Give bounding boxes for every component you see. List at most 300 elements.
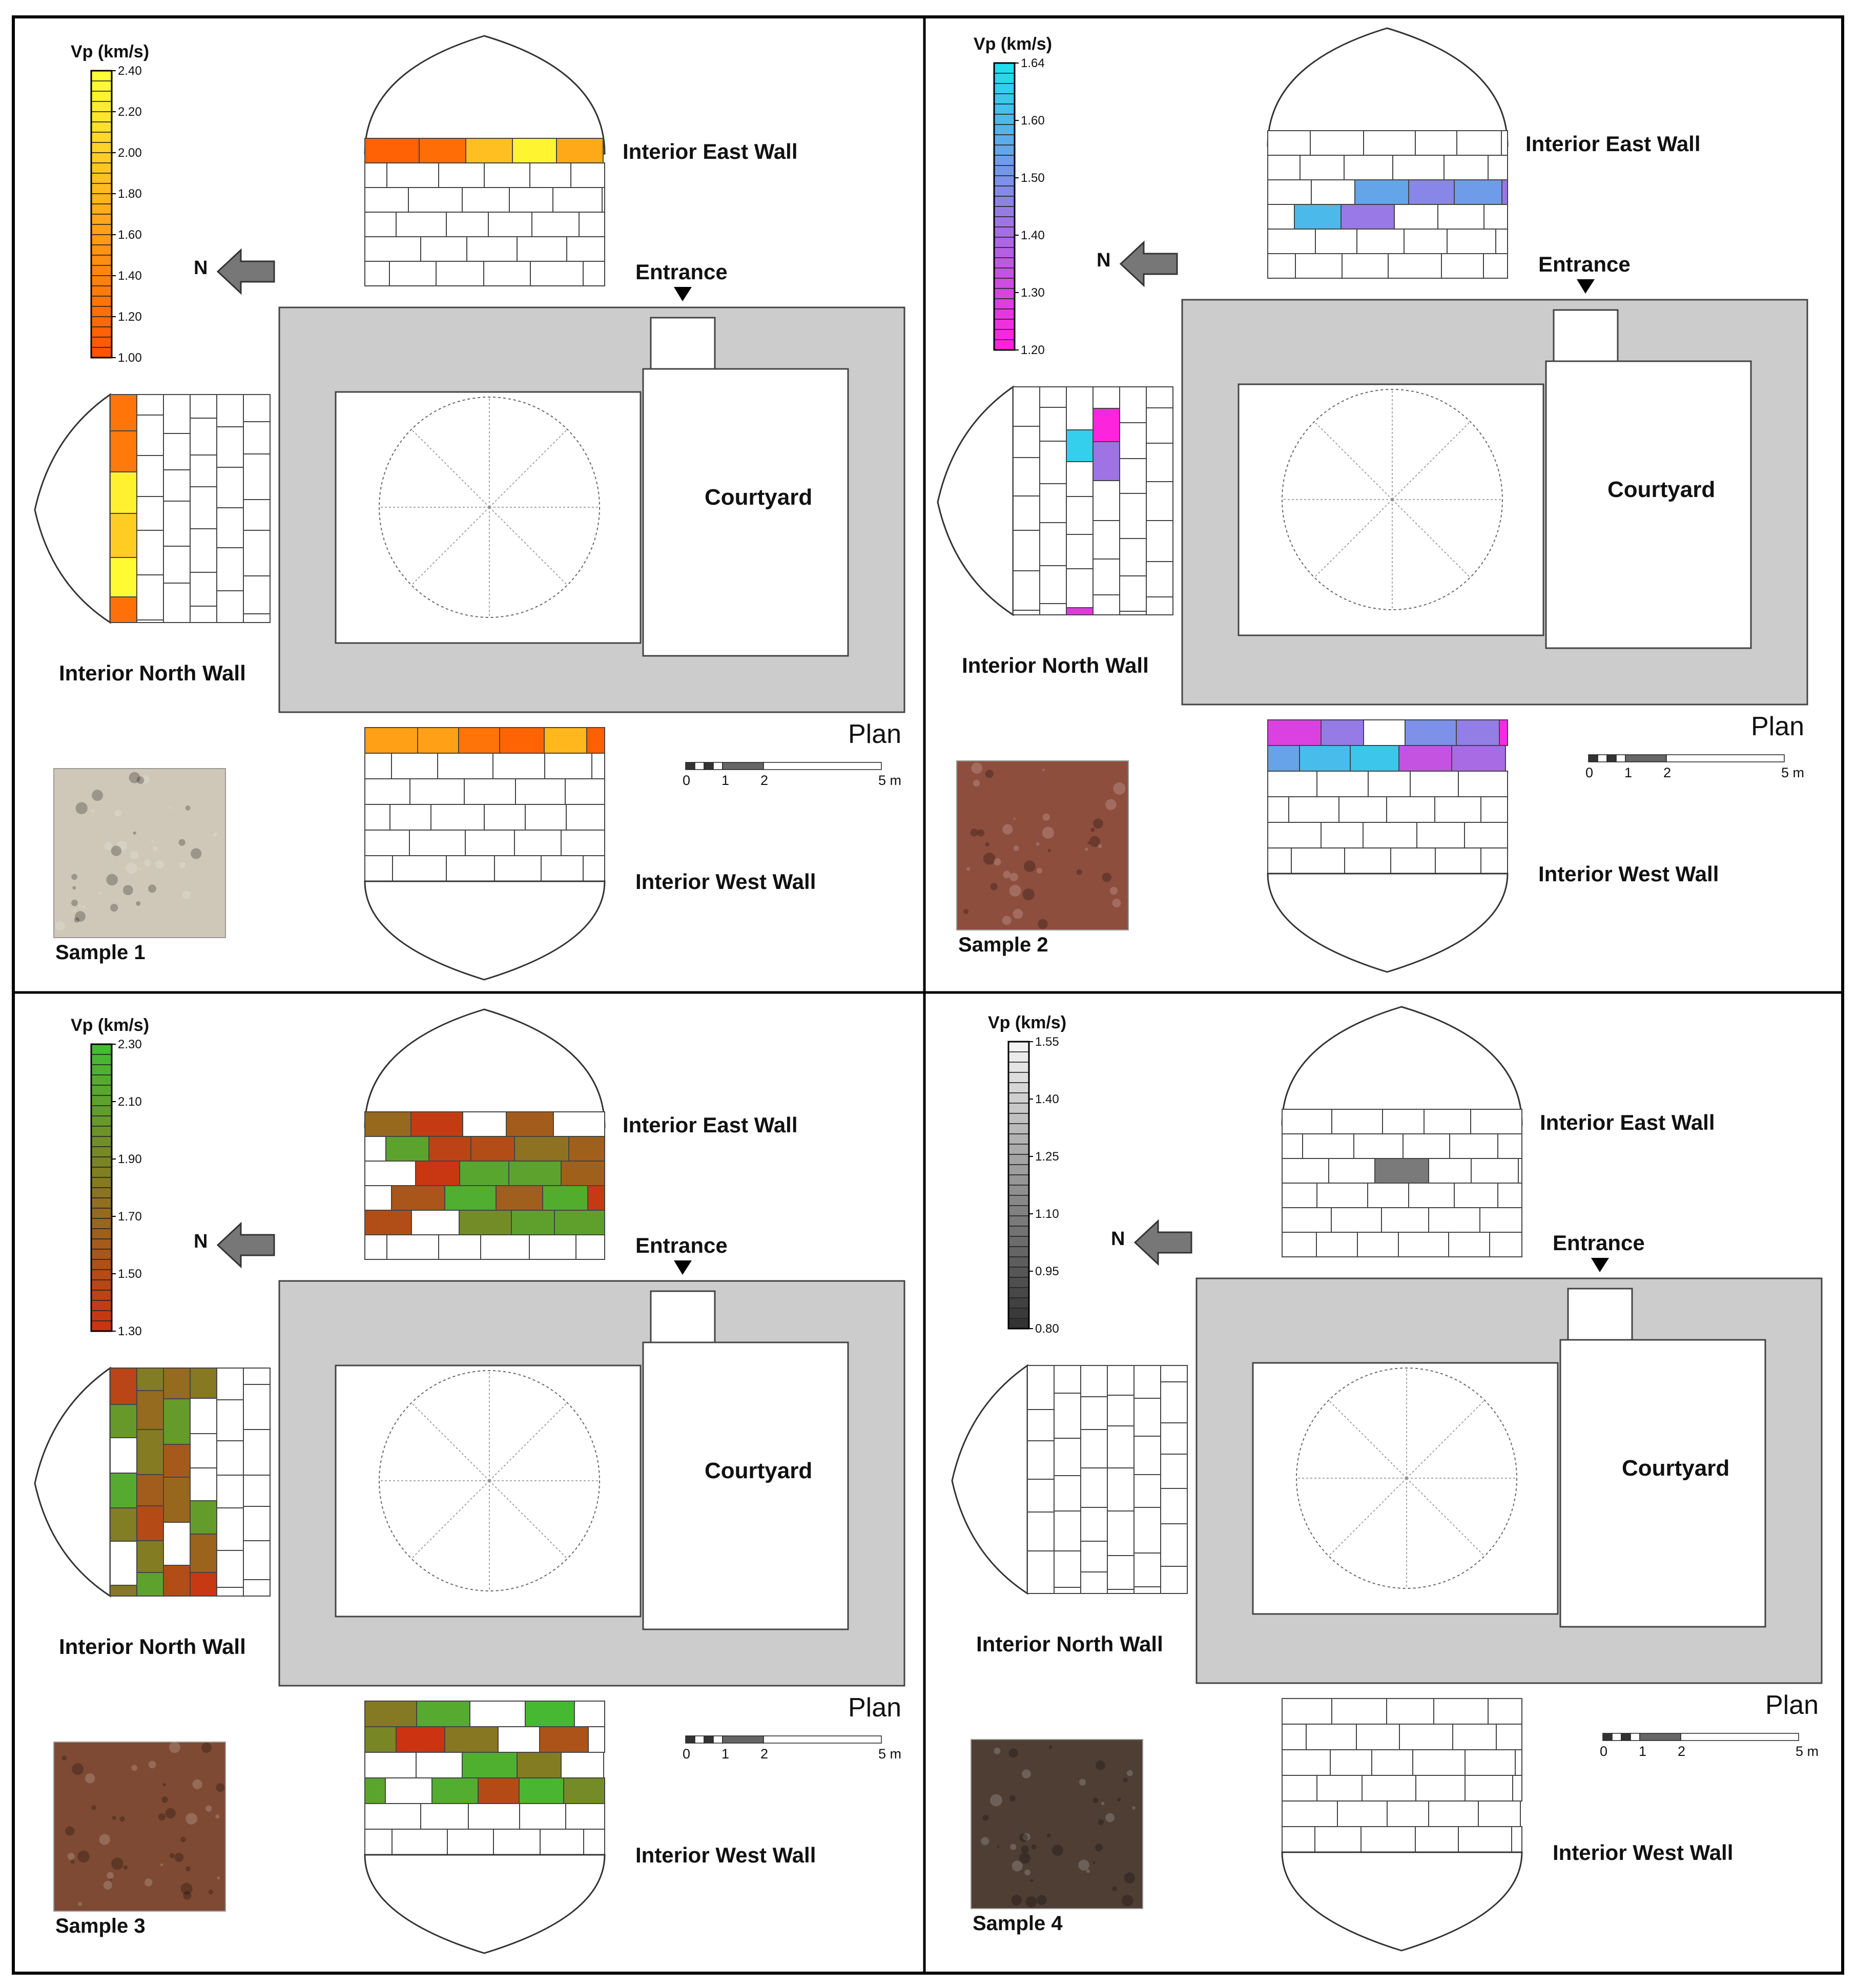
wall-brick (567, 237, 605, 261)
legend-tick-label: 1.00 (118, 351, 142, 365)
texture-grain (1078, 1859, 1089, 1870)
texture-grain (1036, 842, 1040, 846)
legend-tick-label: 1.60 (1021, 114, 1045, 128)
scale-segment (1631, 1733, 1640, 1741)
wall-brick (163, 1477, 190, 1522)
texture-grain (1096, 1761, 1105, 1770)
wall-brick (561, 1161, 605, 1186)
legend-segment (994, 237, 1015, 247)
wall-brick (1449, 1232, 1490, 1257)
wall-brick (1488, 1699, 1522, 1724)
texture-grain (1022, 1769, 1031, 1778)
wall-brick (1481, 848, 1508, 874)
wall-brick (1268, 204, 1294, 229)
texture-grain (205, 1805, 212, 1812)
legend-segment (994, 329, 1015, 340)
texture-grain (1038, 919, 1047, 929)
texture-grain (1047, 1833, 1051, 1837)
wall-brick (137, 1368, 163, 1391)
scale-segment (1612, 1733, 1621, 1741)
wall-brick (519, 1778, 564, 1804)
wall-brick (396, 212, 446, 237)
legend-segment (91, 163, 112, 173)
wall-brick (1268, 848, 1291, 874)
wall-brick (1413, 1750, 1465, 1775)
wall-brick (190, 1468, 217, 1501)
legend-segment (1008, 1113, 1029, 1124)
wall-brick (137, 415, 163, 455)
wall-brick (190, 455, 217, 487)
wall-brick (1268, 131, 1310, 155)
wall-brick (137, 1475, 163, 1506)
wall-brick (583, 261, 605, 286)
legend-segment (994, 278, 1015, 288)
courtyard (643, 369, 848, 656)
texture-grain (169, 807, 171, 809)
texture-grain (151, 840, 154, 842)
texture-grain (114, 810, 121, 816)
wall-brick (576, 1235, 605, 1259)
legend-segment (994, 258, 1015, 268)
wall-brick (110, 1438, 137, 1473)
wall-brick (1383, 1109, 1424, 1134)
wall-brick (462, 188, 509, 212)
entrance-passage (1554, 310, 1618, 361)
legend-segment (91, 214, 112, 224)
texture-grain (1024, 860, 1036, 872)
wall-brick (1329, 1158, 1375, 1183)
wall-arch (365, 881, 605, 980)
texture-grain (123, 885, 133, 895)
wall-arch (35, 395, 110, 623)
legend-title: Vp (km/s) (71, 42, 150, 61)
wall-brick (553, 1112, 605, 1136)
wall-brick (1454, 180, 1502, 204)
wall-brick (365, 1112, 411, 1136)
texture-grain (217, 1876, 220, 1879)
texture-grain (185, 1866, 191, 1871)
wall-brick (163, 395, 190, 433)
legend-segment (91, 71, 112, 81)
wall-brick (1066, 569, 1093, 608)
scale-segment (1589, 755, 1598, 762)
wall-brick (365, 753, 391, 779)
wall-brick (1013, 571, 1040, 610)
wall-brick (1120, 423, 1146, 459)
legend-segment (91, 81, 112, 91)
wall-brick (163, 1399, 190, 1444)
wall-brick (1282, 1134, 1303, 1158)
texture-grain (1049, 1745, 1053, 1749)
wall-brick (137, 1391, 163, 1430)
wall-brick (1107, 1589, 1134, 1593)
wall-brick (465, 830, 514, 856)
wall-brick (1303, 1134, 1354, 1158)
legend-segment (91, 265, 112, 276)
legend-segment (1008, 1093, 1029, 1103)
legend-title: Vp (km/s) (988, 1013, 1067, 1032)
wall-brick (1341, 204, 1394, 229)
wall-brick (1458, 1827, 1512, 1852)
wall-brick (110, 395, 137, 431)
texture-grain (1086, 1869, 1090, 1873)
texture-grain (133, 832, 136, 835)
wall-brick (498, 1727, 540, 1752)
wall-brick (365, 1778, 385, 1804)
entrance-label: Entrance (635, 260, 728, 284)
wall-brick (386, 1136, 429, 1161)
wall-brick (163, 1368, 190, 1399)
wall-brick (409, 830, 465, 856)
texture-grain (111, 845, 121, 856)
legend-segment (91, 204, 112, 214)
wall-brick (583, 856, 605, 881)
wall-brick (365, 138, 419, 163)
texture-grain (1127, 1770, 1133, 1776)
wall-brick (163, 1444, 190, 1477)
wall-brick (217, 1550, 243, 1587)
texture-grain (971, 762, 982, 774)
wall-brick (509, 1161, 561, 1186)
wall-brick (418, 728, 459, 753)
wall-brick (1289, 797, 1339, 822)
wall-brick (1013, 530, 1040, 571)
scale-segment (686, 762, 695, 770)
wall-brick (243, 614, 270, 623)
wall-brick (1268, 745, 1300, 771)
wall-brick (1107, 1511, 1134, 1556)
scale-bar (1585, 755, 1804, 780)
wall-brick (493, 1829, 540, 1855)
wall-brick (421, 237, 467, 261)
texture-grain (1093, 818, 1103, 829)
texture-grain (1079, 1779, 1086, 1786)
wall-brick (1146, 482, 1173, 521)
wall-brick (110, 472, 137, 513)
sample-label: Sample 2 (958, 934, 1048, 956)
wall-brick (1054, 1511, 1081, 1551)
legend-segment (91, 1157, 112, 1167)
wall-brick (1146, 443, 1173, 482)
texture-grain (1030, 1879, 1034, 1882)
texture-grain (1032, 1845, 1037, 1850)
wall-brick (1387, 797, 1435, 822)
wall-brick (243, 1541, 270, 1580)
wall-brick (1452, 745, 1506, 771)
wall-brick (1483, 254, 1508, 278)
sample-photo (54, 1742, 225, 1911)
texture-grain (1002, 824, 1013, 835)
wall-brick (1447, 229, 1496, 254)
wall-brick (163, 546, 190, 583)
legend-segment (994, 176, 1015, 186)
wall-brick (1040, 484, 1066, 523)
wall-brick (564, 1778, 605, 1804)
texture-grain (1113, 782, 1125, 795)
legend-segment (994, 227, 1015, 237)
wall-brick (494, 856, 541, 881)
wall-brick (365, 188, 408, 212)
texture-grain (981, 1837, 989, 1845)
legend-segment (994, 73, 1015, 84)
texture-grain (179, 839, 185, 846)
legend-segment (91, 1188, 112, 1198)
wall-brick (217, 591, 243, 623)
wall-brick (1399, 745, 1452, 771)
texture-grain (1123, 1778, 1128, 1783)
texture-grain (110, 904, 118, 912)
scale-segment (695, 1736, 704, 1743)
texture-grain (1118, 1798, 1121, 1801)
wall-brick (1066, 462, 1093, 496)
wall-arch (1268, 28, 1508, 146)
domed-hall (1253, 1363, 1558, 1614)
texture-grain (1098, 1819, 1104, 1825)
legend-segment (91, 1044, 112, 1054)
wall-brick (365, 1161, 416, 1186)
wall-brick (1496, 1724, 1522, 1750)
texture-grain (106, 874, 118, 886)
wall-brick (390, 804, 431, 830)
texture-grain (1122, 1895, 1133, 1906)
legend-segment (994, 165, 1015, 176)
wall-brick (1268, 180, 1311, 204)
texture-grain (126, 862, 137, 874)
wall-brick (1458, 771, 1508, 797)
texture-grain (1014, 845, 1019, 851)
legend-segment (994, 217, 1015, 227)
wall-brick (1372, 1750, 1413, 1775)
texture-grain (1010, 873, 1018, 881)
texture-grain (1089, 836, 1100, 847)
legend-segment (1008, 1165, 1029, 1175)
wall-brick (1282, 1232, 1316, 1257)
interior-north-wall (35, 1368, 270, 1596)
wall-brick (1429, 1158, 1471, 1183)
interior-west-wall (1282, 1699, 1522, 1951)
sample-texture (957, 761, 1128, 930)
wall-brick (1040, 523, 1066, 566)
wall-brick (1146, 387, 1173, 408)
wall-brick (1120, 459, 1146, 493)
wall-brick (1013, 458, 1040, 496)
legend-segment (91, 286, 112, 296)
wall-brick (391, 753, 438, 779)
wall-brick (1027, 1365, 1054, 1410)
texture-grain (973, 780, 980, 786)
texture-grain (99, 892, 101, 895)
panel-sample-1 (35, 36, 904, 980)
wall-brick (365, 830, 409, 856)
wall-brick (1417, 822, 1465, 848)
wall-brick (243, 422, 270, 454)
legend-segment (994, 196, 1015, 206)
texture-grain (1105, 799, 1116, 810)
wall-brick (592, 753, 605, 779)
wall-brick (496, 1186, 543, 1210)
wall-brick (421, 1804, 468, 1829)
texture-grain (1021, 1846, 1029, 1853)
legend-segment (91, 112, 112, 122)
interior-east-wall (365, 1009, 605, 1259)
wall-brick (540, 1829, 584, 1855)
wall-brick (190, 487, 217, 529)
wall-brick (1429, 1208, 1480, 1232)
legend-segment (1008, 1062, 1029, 1072)
wall-brick (217, 1475, 243, 1508)
texture-grain (1093, 1861, 1096, 1864)
texture-grain (65, 1827, 74, 1836)
wall-brick (587, 728, 605, 753)
wall-brick (1013, 387, 1040, 426)
wall-brick (1441, 254, 1483, 278)
legend-segment (91, 1106, 112, 1116)
interior-east-wall (1282, 1007, 1522, 1257)
texture-grain (83, 905, 86, 908)
legend-segment (91, 306, 112, 317)
wall-brick (389, 261, 436, 286)
wall-brick (1146, 597, 1173, 615)
interior-west-wall (365, 728, 605, 980)
texture-grain (148, 884, 156, 893)
legend-tick-label: 1.30 (1021, 286, 1045, 300)
wall-brick (1321, 720, 1364, 745)
wall-brick (1161, 1423, 1187, 1454)
wall-brick (1040, 407, 1066, 441)
wall-brick (460, 1161, 509, 1186)
texture-grain (983, 853, 996, 865)
texture-grain (185, 1813, 197, 1825)
texture-grain (72, 1763, 84, 1775)
legend-segment (1008, 1257, 1029, 1267)
wall-brick (468, 1804, 520, 1829)
domed-hall (336, 1365, 641, 1617)
wall-brick (1040, 566, 1066, 604)
texture-grain (161, 1796, 168, 1803)
wall-brick (110, 1473, 137, 1508)
wall-brick (1027, 1441, 1054, 1479)
wall-brick (1282, 1699, 1332, 1724)
wall-brick (588, 1186, 605, 1210)
texture-grain (179, 862, 185, 868)
wall-brick (411, 1210, 459, 1235)
wall-brick (1471, 1158, 1518, 1183)
scale-segment (764, 762, 881, 770)
texture-grain (1003, 871, 1011, 879)
wall-brick (163, 1522, 190, 1565)
legend-segment (1008, 1236, 1029, 1247)
wall-brick (1490, 1232, 1522, 1257)
legend-segment (1008, 1083, 1029, 1093)
wall-brick (554, 1210, 605, 1235)
wall-brick (1013, 496, 1040, 530)
north-arrow-icon (218, 250, 274, 293)
texture-grain (1085, 847, 1088, 851)
legend-segment (1008, 1195, 1029, 1206)
texture-grain (977, 830, 984, 837)
wall-brick (137, 1572, 163, 1596)
north-arrow-icon (1135, 1221, 1191, 1264)
scale-segment (686, 1736, 695, 1743)
wall-brick (1107, 1468, 1134, 1511)
wall-brick (470, 1701, 525, 1727)
wall-brick (1331, 1208, 1381, 1232)
wall-brick (1081, 1468, 1107, 1507)
wall-brick (110, 1508, 137, 1541)
wall-brick (1134, 1436, 1161, 1475)
wall-brick (1134, 1587, 1161, 1593)
legend-segment (91, 183, 112, 194)
scale-segment (704, 762, 713, 770)
interior-west-wall (365, 1701, 605, 1953)
scale-tick-label: 2 (760, 1746, 769, 1762)
wall-brick (1291, 848, 1345, 874)
texture-grain (71, 900, 78, 906)
texture-grain (1009, 1795, 1016, 1801)
scale-segment (704, 1736, 713, 1743)
wall-brick (1317, 1183, 1368, 1208)
legend-segment (994, 288, 1015, 299)
wall-brick (365, 856, 393, 881)
legend-tick-label: 2.30 (118, 1038, 142, 1051)
texture-grain (1101, 1802, 1105, 1806)
wall-brick (1332, 1109, 1383, 1134)
courtyard-label: Courtyard (705, 485, 813, 510)
texture-grain (1037, 868, 1042, 874)
legend-segment (994, 206, 1015, 217)
legend-tick-label: 1.20 (118, 310, 142, 324)
wall-brick (1093, 595, 1120, 615)
domed-hall (336, 392, 641, 643)
wall-brick (431, 804, 484, 830)
texture-grain (1010, 1844, 1016, 1850)
scale-tick-label: 5 m (1796, 1744, 1819, 1759)
north-wall-label: Interior North Wall (962, 653, 1149, 677)
scale-bar (683, 762, 901, 788)
wall-brick (462, 1752, 517, 1778)
wall-brick (1513, 1775, 1522, 1801)
texture-grain (994, 1748, 1001, 1754)
entrance-label: Entrance (1538, 252, 1631, 276)
wall-brick (1013, 610, 1040, 615)
wall-brick (514, 830, 561, 856)
wall-brick (1403, 1134, 1450, 1158)
wall-brick (1415, 1827, 1458, 1852)
wall-brick (411, 1112, 463, 1136)
west-wall-label: Interior West Wall (635, 1843, 816, 1867)
legend-segment (91, 142, 112, 153)
plan-label: Plan (848, 1693, 902, 1723)
wall-brick (1120, 576, 1146, 611)
wall-brick (1054, 1438, 1081, 1476)
wall-brick (1315, 229, 1357, 254)
wall-brick (436, 261, 484, 286)
courtyard (1546, 361, 1751, 648)
wall-brick (1465, 1750, 1515, 1775)
wall-brick (243, 1506, 270, 1541)
wall-brick (1501, 131, 1508, 155)
texture-grain (55, 921, 65, 931)
wall-brick (1081, 1397, 1107, 1430)
legend-segment (994, 94, 1015, 104)
wall-brick (432, 1778, 478, 1804)
wall-brick (1027, 1512, 1054, 1551)
wall-brick (365, 212, 396, 237)
wall-brick (481, 1235, 529, 1259)
texture-grain (1013, 909, 1023, 919)
legend-tick-label: 1.25 (1035, 1150, 1059, 1164)
wall-brick (561, 1752, 604, 1778)
